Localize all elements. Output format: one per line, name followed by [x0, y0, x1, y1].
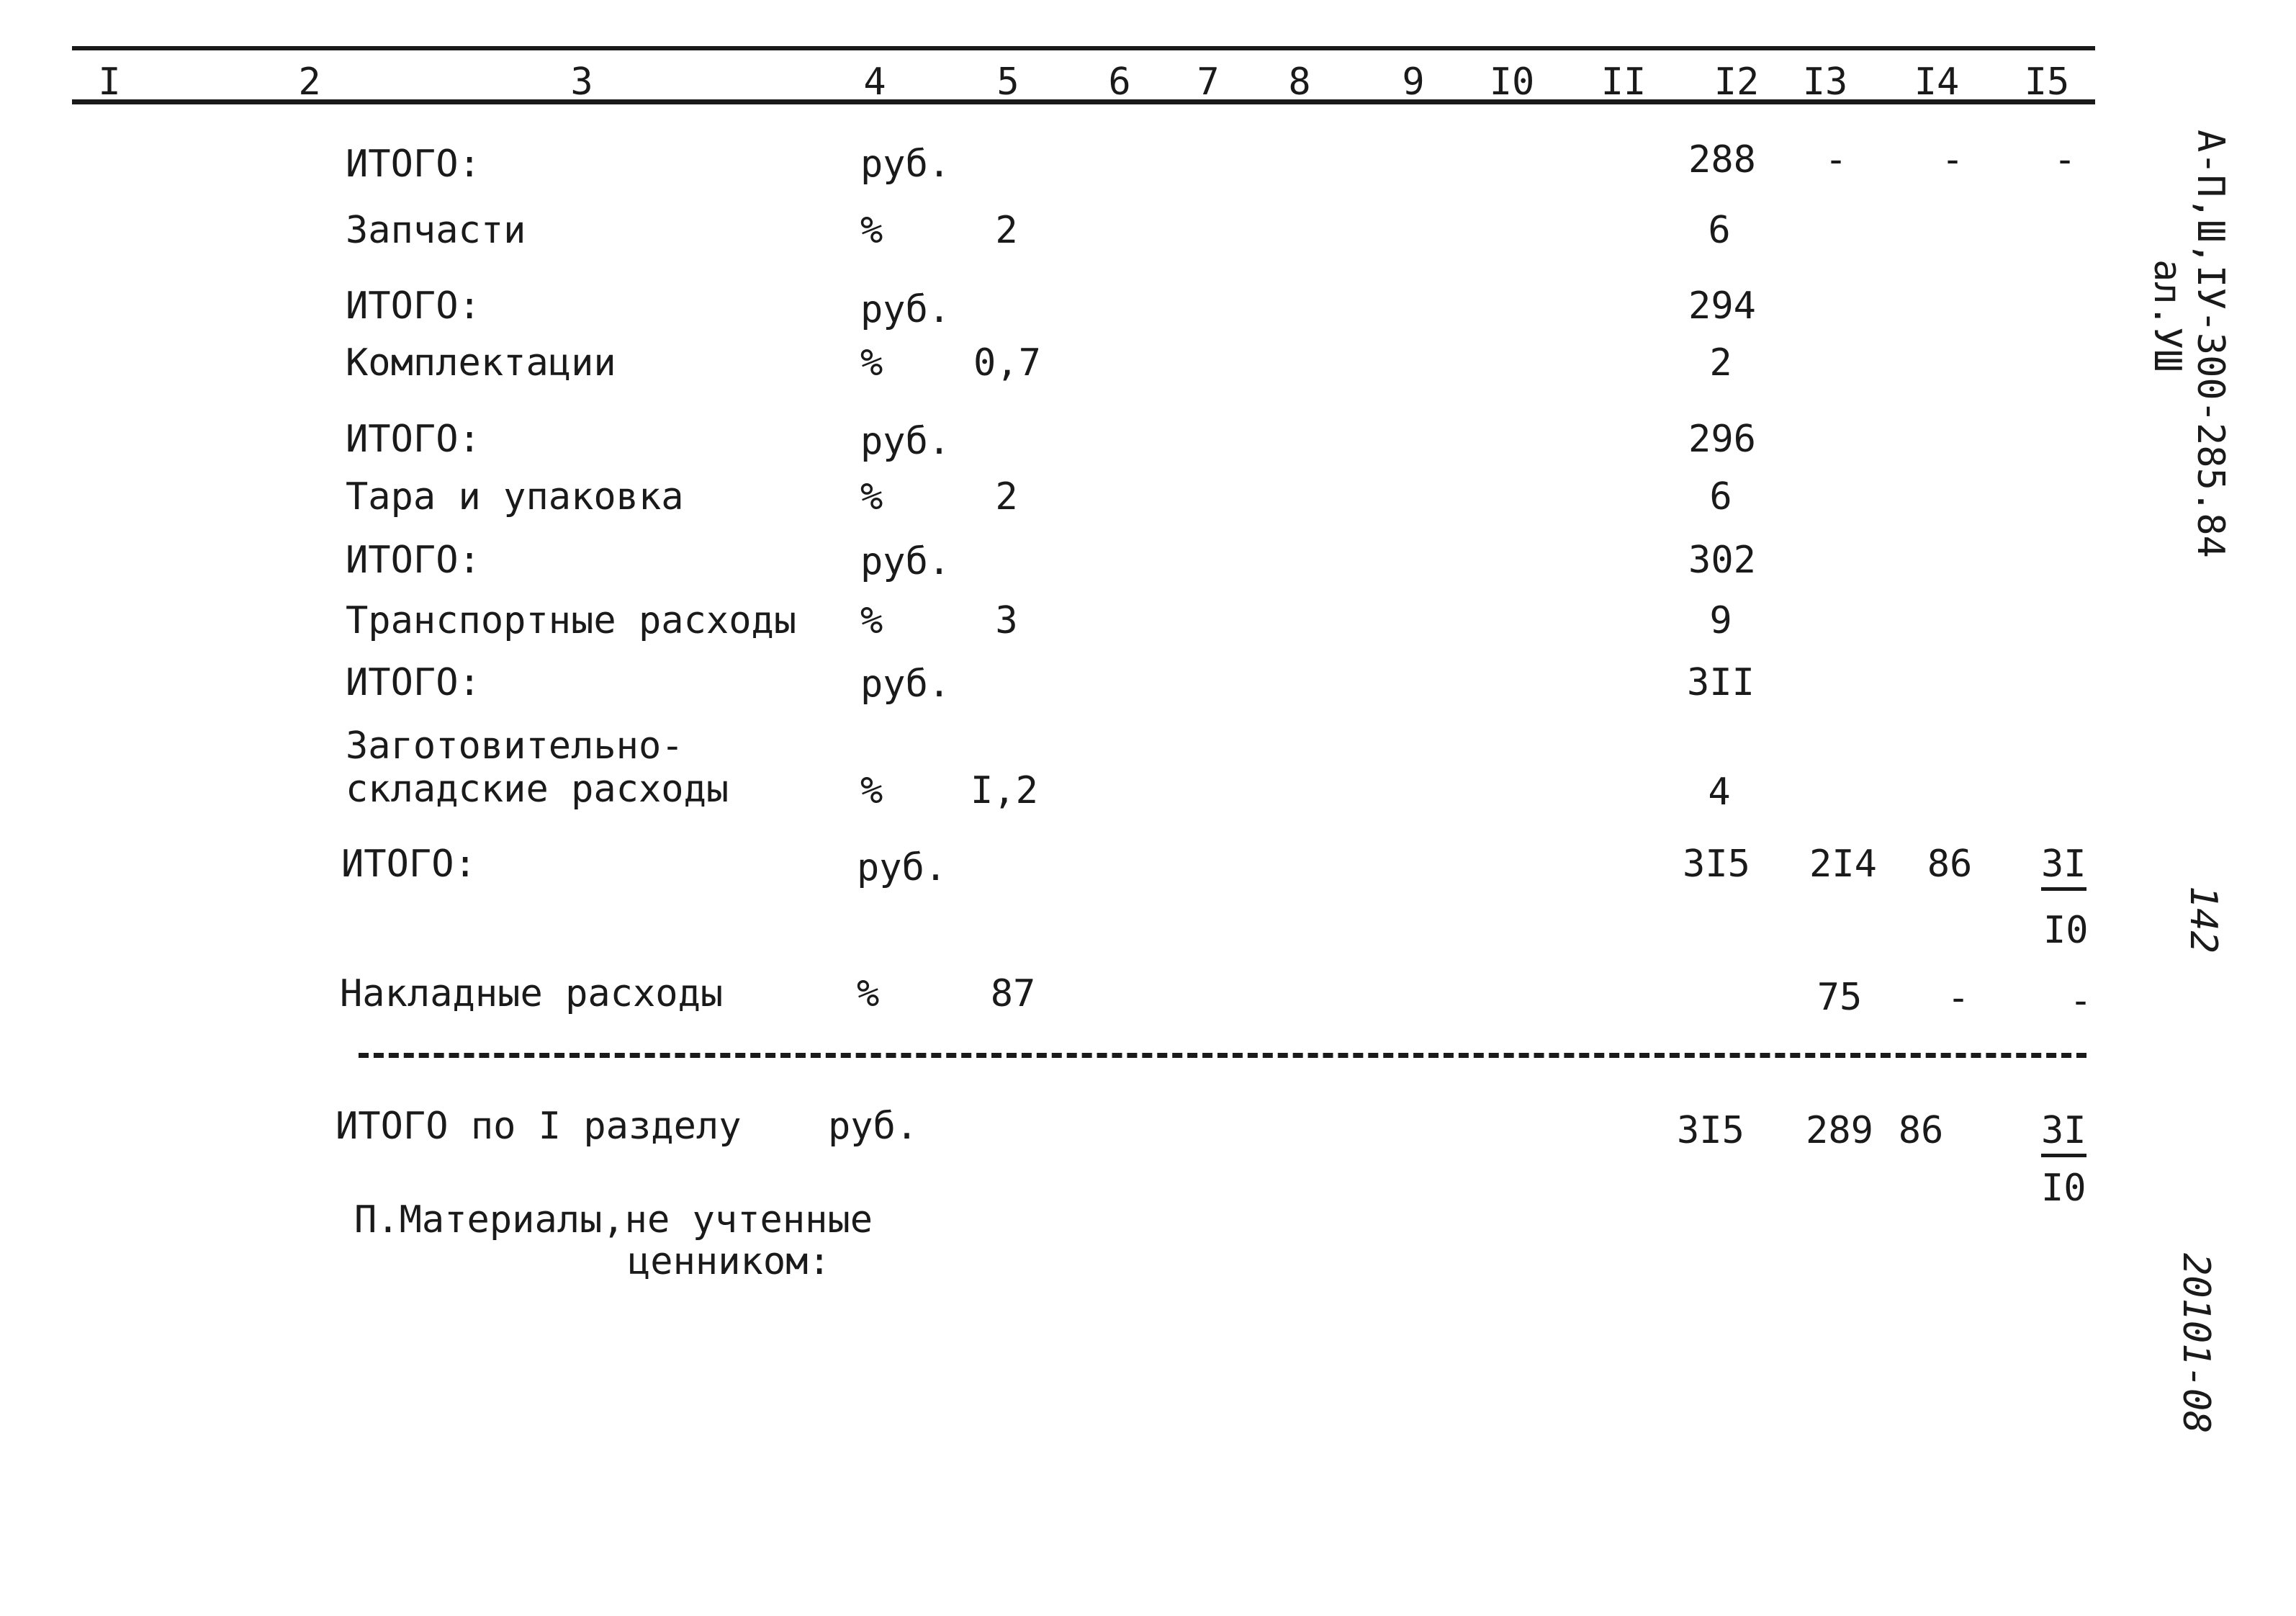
row-label: ИТОГО: [346, 418, 481, 461]
row-label: Тара и упаковка [346, 475, 684, 519]
subtotal-col15-denominator: I0 [2043, 909, 2089, 952]
row-rate: 2 [995, 475, 1018, 519]
col-header-4: 4 [863, 60, 886, 104]
row-col12: 2 [1709, 341, 1732, 385]
row-label: ИТОГО: [346, 143, 481, 186]
row-col15: - [2053, 138, 2076, 181]
row-col14: - [1941, 138, 1964, 181]
procurement-rate: I,2 [971, 769, 1038, 812]
row-unit: руб. [860, 420, 951, 463]
subtotal-col14: 86 [1927, 843, 1973, 886]
row-unit: % [860, 341, 883, 385]
dashed-separator [359, 1053, 2086, 1058]
row-col13: - [1824, 138, 1847, 181]
margin-page-number: 142 [2182, 886, 2225, 953]
col-header-14: I4 [1914, 60, 1960, 104]
col-header-6: 6 [1108, 60, 1131, 104]
procurement-col12: 4 [1708, 771, 1731, 814]
col-header-12: I2 [1714, 60, 1760, 104]
overhead-label: Накладные расходы [340, 972, 724, 1015]
col-header-13: I3 [1802, 60, 1848, 104]
row-rate: 3 [995, 599, 1018, 642]
row-col12: 6 [1709, 475, 1732, 519]
row-unit: руб. [860, 143, 951, 186]
margin-code-line1: А-П,Ш,IУ-300-285.84 [2189, 130, 2232, 558]
section-total-label: ИТОГО по I разделу [336, 1105, 742, 1148]
row-label: ИТОГО: [346, 284, 481, 328]
row-unit: % [860, 475, 883, 519]
section-total-col12: 3I5 [1677, 1109, 1744, 1152]
col-header-8: 8 [1288, 60, 1311, 104]
col-header-10: I0 [1489, 60, 1535, 104]
row-unit: руб. [860, 540, 951, 583]
col-header-5: 5 [996, 60, 1019, 104]
col-header-2: 2 [298, 60, 321, 104]
row-label: Транспортные расходы [346, 599, 797, 642]
row-col12: 3II [1687, 661, 1755, 704]
row-rate: 2 [995, 209, 1018, 252]
row-unit: руб. [860, 288, 951, 331]
subtotal-unit: руб. [857, 846, 947, 889]
row-col12: 296 [1688, 418, 1756, 461]
col-header-15: I5 [2024, 60, 2070, 104]
col-header-1: I [98, 60, 121, 104]
procurement-label-line1: Заготовительно- [346, 724, 684, 768]
procurement-unit: % [860, 769, 883, 812]
row-label: ИТОГО: [346, 661, 481, 704]
row-col12: 288 [1688, 138, 1756, 181]
section-total-col15-numerator: 3I [2041, 1109, 2086, 1157]
section-total-unit: руб. [828, 1105, 919, 1148]
row-col12: 6 [1708, 209, 1731, 252]
section-total-col14: 86 [1898, 1109, 1944, 1152]
overhead-col14: - [1947, 977, 1970, 1020]
header-bottom-rule [72, 99, 2095, 104]
col-header-9: 9 [1402, 60, 1425, 104]
margin-doc-number: 20101-08 [2174, 1253, 2218, 1434]
section2-heading-line1: П.Материалы,не учтенные [354, 1198, 873, 1242]
subtotal-col12: 3I5 [1683, 843, 1750, 886]
overhead-unit: % [857, 972, 880, 1015]
row-unit: руб. [860, 663, 951, 706]
row-unit: % [860, 209, 883, 252]
overhead-col15: - [2069, 979, 2092, 1023]
row-col12: 302 [1688, 539, 1756, 582]
subtotal-label: ИТОГО: [341, 843, 477, 886]
subtotal-col15-numerator: 3I [2041, 843, 2086, 891]
col-header-11: II [1601, 60, 1647, 104]
margin-code-line2: ал.УШ [2146, 259, 2189, 372]
subtotal-col13: 2I4 [1809, 843, 1877, 886]
row-rate: 0,7 [973, 341, 1041, 385]
col-header-7: 7 [1197, 60, 1220, 104]
col-header-3: 3 [570, 60, 593, 104]
section2-heading-line2: ценником: [628, 1240, 831, 1283]
row-col12: 9 [1709, 599, 1732, 642]
section-total-col13: 289 [1806, 1109, 1873, 1152]
section-total-col15-denominator: I0 [2041, 1167, 2086, 1210]
overhead-col13: 75 [1816, 976, 1863, 1019]
row-label: Комплектации [346, 341, 616, 385]
row-col12: 294 [1688, 284, 1756, 328]
row-label: ИТОГО: [346, 539, 481, 582]
row-label: Запчасти [346, 209, 526, 252]
procurement-label-line2: складские расходы [346, 768, 729, 811]
overhead-rate: 87 [990, 972, 1036, 1015]
row-unit: % [860, 599, 883, 642]
header-top-rule [72, 46, 2095, 50]
